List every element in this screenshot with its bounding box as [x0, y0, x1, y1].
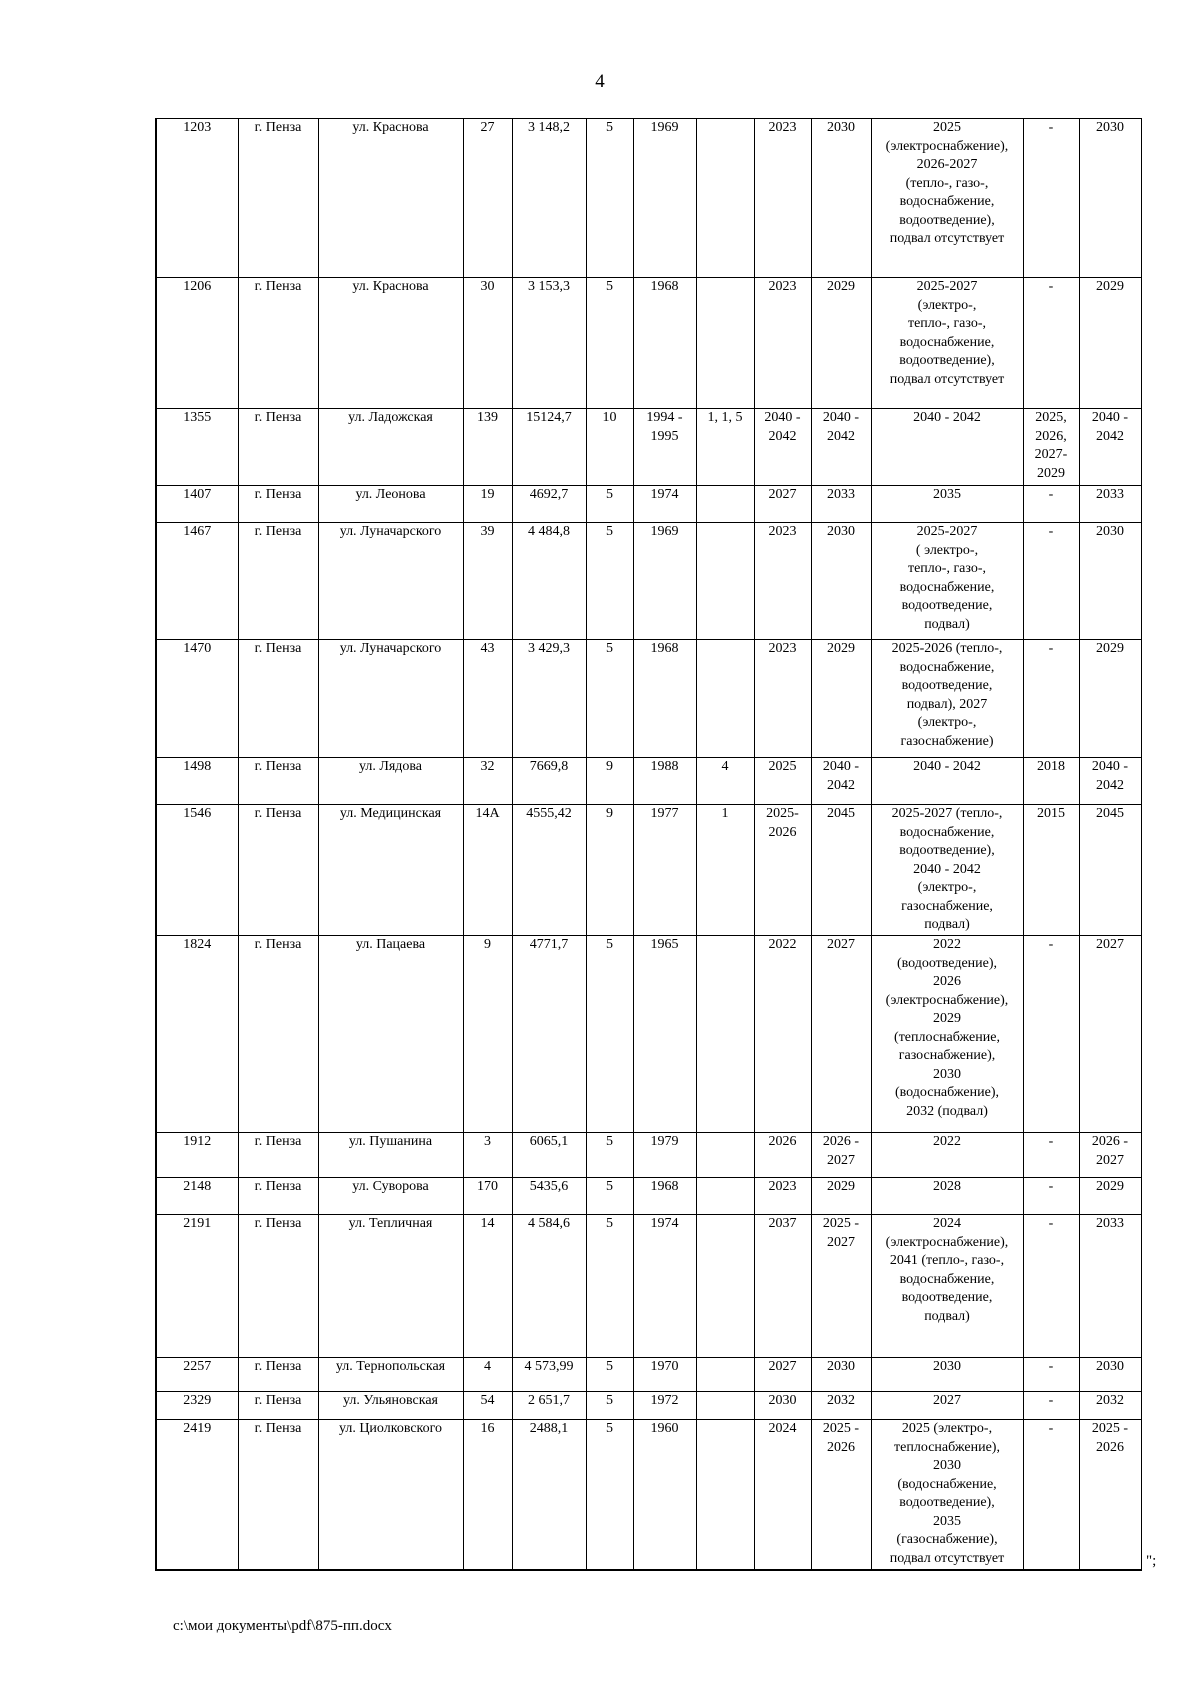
cell-col10: 2027 [811, 936, 871, 1133]
cell-col13: 2033 [1079, 486, 1141, 523]
cell-col10: 2033 [811, 486, 871, 523]
cell-col10: 2025 - 2026 [811, 1420, 871, 1570]
table-row [156, 278, 1141, 409]
cell-floors: 10 [586, 409, 633, 486]
cell-house: 4 [463, 1358, 512, 1392]
cell-house: 3 [463, 1133, 512, 1178]
cell-street: ул. Ладожская [318, 409, 463, 486]
cell-floors: 5 [586, 486, 633, 523]
cell-city: г. Пенза [238, 1420, 318, 1570]
cell-street: ул. Лядова [318, 758, 463, 805]
cell-col13: 2040 - 2042 [1079, 409, 1141, 486]
cell-col9: 2024 [754, 1420, 811, 1570]
table-body [156, 119, 1141, 1570]
cell-col13: 2025 - 2026 [1079, 1420, 1141, 1570]
cell-col10: 2030 [811, 1358, 871, 1392]
file-path: c:\мои документы\pdf\875-пп.docx [173, 1618, 392, 1634]
cell-area: 4771,7 [512, 936, 586, 1133]
cell-house: 14 [463, 1215, 512, 1358]
cell-col8 [696, 640, 754, 758]
cell-year-built: 1969 [633, 119, 696, 278]
cell-floors: 5 [586, 1420, 633, 1570]
cell-id: 1467 [156, 523, 238, 640]
cell-id: 2148 [156, 1178, 238, 1215]
cell-street: ул. Леонова [318, 486, 463, 523]
cell-repair-years: 2022 [871, 1133, 1023, 1178]
cell-col12: - [1023, 936, 1079, 1133]
cell-col10: 2029 [811, 1178, 871, 1215]
cell-street: ул. Тернопольская [318, 1358, 463, 1392]
cell-col9: 2023 [754, 1178, 811, 1215]
cell-city: г. Пенза [238, 1392, 318, 1420]
cell-id: 2191 [156, 1215, 238, 1358]
cell-street: ул. Пацаева [318, 936, 463, 1133]
cell-col13: 2030 [1079, 523, 1141, 640]
cell-street: ул. Медицинская [318, 805, 463, 936]
cell-col8 [696, 1358, 754, 1392]
cell-year-built: 1960 [633, 1420, 696, 1570]
cell-street: ул. Краснова [318, 119, 463, 278]
cell-area: 3 153,3 [512, 278, 586, 409]
cell-street: ул. Луначарского [318, 523, 463, 640]
cell-floors: 5 [586, 1215, 633, 1358]
cell-col12: - [1023, 1133, 1079, 1178]
cell-house: 43 [463, 640, 512, 758]
table-row [156, 1358, 1141, 1392]
cell-floors: 5 [586, 1133, 633, 1178]
cell-repair-years: 2025 (электро-, теплоснабжение), 2030 (водоснабжение, водоотведение), 2035 (газоснабжение), подвал отсутствует [871, 1420, 1023, 1570]
table-row [156, 409, 1141, 486]
cell-id: 1470 [156, 640, 238, 758]
cell-col9: 2040 - 2042 [754, 409, 811, 486]
cell-col12: - [1023, 486, 1079, 523]
cell-city: г. Пенза [238, 805, 318, 936]
cell-col9: 2025- 2026 [754, 805, 811, 936]
cell-house: 32 [463, 758, 512, 805]
cell-area: 7669,8 [512, 758, 586, 805]
cell-city: г. Пенза [238, 278, 318, 409]
cell-col8 [696, 1392, 754, 1420]
table-row [156, 523, 1141, 640]
cell-col10: 2045 [811, 805, 871, 936]
cell-id: 1824 [156, 936, 238, 1133]
cell-city: г. Пенза [238, 409, 318, 486]
cell-id: 1206 [156, 278, 238, 409]
cell-col13: 2026 - 2027 [1079, 1133, 1141, 1178]
cell-col13: 2045 [1079, 805, 1141, 936]
table-row [156, 758, 1141, 805]
cell-city: г. Пенза [238, 119, 318, 278]
cell-year-built: 1970 [633, 1358, 696, 1392]
cell-street: ул. Циолковского [318, 1420, 463, 1570]
cell-col12: - [1023, 640, 1079, 758]
cell-col9: 2025 [754, 758, 811, 805]
cell-col8 [696, 1178, 754, 1215]
cell-col13: 2040 - 2042 [1079, 758, 1141, 805]
cell-col8 [696, 1420, 754, 1570]
cell-col12: 2015 [1023, 805, 1079, 936]
cell-area: 6065,1 [512, 1133, 586, 1178]
cell-col12: - [1023, 1420, 1079, 1570]
cell-area: 3 148,2 [512, 119, 586, 278]
cell-floors: 5 [586, 1358, 633, 1392]
cell-house: 19 [463, 486, 512, 523]
cell-col10: 2026 - 2027 [811, 1133, 871, 1178]
cell-col8 [696, 1215, 754, 1358]
cell-street: ул. Пушанина [318, 1133, 463, 1178]
cell-city: г. Пенза [238, 486, 318, 523]
cell-repair-years: 2025-2027 (тепло-, водоснабжение, водоотведение), 2040 - 2042 (электро-, газоснабжение, подвал) [871, 805, 1023, 936]
table-row [156, 1178, 1141, 1215]
cell-house: 9 [463, 936, 512, 1133]
cell-col10: 2040 - 2042 [811, 409, 871, 486]
cell-repair-years: 2030 [871, 1358, 1023, 1392]
cell-col13: 2029 [1079, 1178, 1141, 1215]
cell-street: ул. Луначарского [318, 640, 463, 758]
cell-floors: 5 [586, 119, 633, 278]
cell-col9: 2027 [754, 486, 811, 523]
cell-area: 2488,1 [512, 1420, 586, 1570]
cell-id: 1203 [156, 119, 238, 278]
table-row [156, 640, 1141, 758]
table-row [156, 1133, 1141, 1178]
cell-house: 54 [463, 1392, 512, 1420]
cell-floors: 5 [586, 1392, 633, 1420]
cell-col9: 2022 [754, 936, 811, 1133]
cell-col8: 4 [696, 758, 754, 805]
cell-year-built: 1968 [633, 640, 696, 758]
cell-area: 4555,42 [512, 805, 586, 936]
table-row [156, 1420, 1141, 1570]
table-row [156, 1392, 1141, 1420]
cell-col10: 2032 [811, 1392, 871, 1420]
cell-repair-years: 2022 (водоотведение), 2026 (электроснабжение), 2029 (теплоснабжение, газоснабжение), 2030 (водоснабжение), 2032 (подвал) [871, 936, 1023, 1133]
cell-col8: 1, 1, 5 [696, 409, 754, 486]
cell-col13: 2029 [1079, 278, 1141, 409]
cell-area: 4 584,6 [512, 1215, 586, 1358]
cell-col9: 2027 [754, 1358, 811, 1392]
cell-house: 27 [463, 119, 512, 278]
cell-col10: 2025 - 2027 [811, 1215, 871, 1358]
cell-col9: 2026 [754, 1133, 811, 1178]
cell-year-built: 1979 [633, 1133, 696, 1178]
cell-col13: 2033 [1079, 1215, 1141, 1358]
cell-year-built: 1968 [633, 278, 696, 409]
cell-col12: - [1023, 1358, 1079, 1392]
cell-repair-years: 2025 (электроснабжение), 2026-2027 (тепло-, газо-, водоснабжение, водоотведение), подвал отсутствует [871, 119, 1023, 278]
cell-street: ул. Ульяновская [318, 1392, 463, 1420]
cell-city: г. Пенза [238, 1358, 318, 1392]
cell-col9: 2023 [754, 640, 811, 758]
cell-city: г. Пенза [238, 640, 318, 758]
cell-year-built: 1988 [633, 758, 696, 805]
cell-year-built: 1969 [633, 523, 696, 640]
page-number: 4 [595, 71, 605, 92]
cell-floors: 5 [586, 936, 633, 1133]
cell-repair-years: 2025-2027 ( электро-, тепло-, газо-, водоснабжение, водоотведение, подвал) [871, 523, 1023, 640]
cell-col12: - [1023, 1178, 1079, 1215]
cell-year-built: 1977 [633, 805, 696, 936]
cell-street: ул. Тепличная [318, 1215, 463, 1358]
cell-col12: 2025, 2026, 2027- 2029 [1023, 409, 1079, 486]
cell-id: 2419 [156, 1420, 238, 1570]
cell-area: 4 573,99 [512, 1358, 586, 1392]
cell-area: 3 429,3 [512, 640, 586, 758]
cell-house: 30 [463, 278, 512, 409]
cell-repair-years: 2027 [871, 1392, 1023, 1420]
cell-id: 2329 [156, 1392, 238, 1420]
cell-col9: 2023 [754, 119, 811, 278]
cell-year-built: 1968 [633, 1178, 696, 1215]
cell-house: 170 [463, 1178, 512, 1215]
cell-year-built: 1965 [633, 936, 696, 1133]
registry-table [155, 118, 1142, 1571]
cell-col10: 2029 [811, 640, 871, 758]
cell-id: 1498 [156, 758, 238, 805]
cell-col10: 2040 - 2042 [811, 758, 871, 805]
closing-quote: "; [1146, 1553, 1157, 1569]
cell-col9: 2037 [754, 1215, 811, 1358]
cell-col12: - [1023, 278, 1079, 409]
cell-area: 15124,7 [512, 409, 586, 486]
cell-repair-years: 2035 [871, 486, 1023, 523]
cell-col12: 2018 [1023, 758, 1079, 805]
cell-col12: - [1023, 1215, 1079, 1358]
cell-city: г. Пенза [238, 1178, 318, 1215]
cell-street: ул. Суворова [318, 1178, 463, 1215]
cell-house: 14А [463, 805, 512, 936]
cell-col13: 2027 [1079, 936, 1141, 1133]
cell-col8 [696, 1133, 754, 1178]
cell-area: 5435,6 [512, 1178, 586, 1215]
cell-col13: 2029 [1079, 640, 1141, 758]
cell-col12: - [1023, 523, 1079, 640]
cell-col9: 2023 [754, 523, 811, 640]
cell-house: 39 [463, 523, 512, 640]
cell-col8 [696, 936, 754, 1133]
cell-city: г. Пенза [238, 936, 318, 1133]
cell-id: 1546 [156, 805, 238, 936]
cell-col8 [696, 486, 754, 523]
cell-col13: 2030 [1079, 1358, 1141, 1392]
cell-id: 1407 [156, 486, 238, 523]
cell-id: 1355 [156, 409, 238, 486]
cell-col9: 2023 [754, 278, 811, 409]
cell-col8 [696, 119, 754, 278]
cell-year-built: 1994 - 1995 [633, 409, 696, 486]
cell-floors: 5 [586, 278, 633, 409]
cell-id: 2257 [156, 1358, 238, 1392]
cell-repair-years: 2040 - 2042 [871, 758, 1023, 805]
table-row [156, 486, 1141, 523]
cell-col10: 2030 [811, 523, 871, 640]
cell-house: 16 [463, 1420, 512, 1570]
cell-city: г. Пенза [238, 1215, 318, 1358]
cell-col8 [696, 278, 754, 409]
cell-floors: 9 [586, 805, 633, 936]
cell-col10: 2029 [811, 278, 871, 409]
table-row [156, 805, 1141, 936]
table-row [156, 119, 1141, 278]
table-row [156, 1215, 1141, 1358]
cell-repair-years: 2028 [871, 1178, 1023, 1215]
cell-col8 [696, 523, 754, 640]
cell-floors: 9 [586, 758, 633, 805]
cell-col10: 2030 [811, 119, 871, 278]
cell-area: 4692,7 [512, 486, 586, 523]
cell-city: г. Пенза [238, 523, 318, 640]
table-row [156, 936, 1141, 1133]
cell-col13: 2032 [1079, 1392, 1141, 1420]
cell-repair-years: 2040 - 2042 [871, 409, 1023, 486]
cell-floors: 5 [586, 523, 633, 640]
cell-col8: 1 [696, 805, 754, 936]
cell-year-built: 1974 [633, 1215, 696, 1358]
cell-floors: 5 [586, 1178, 633, 1215]
cell-id: 1912 [156, 1133, 238, 1178]
cell-col12: - [1023, 1392, 1079, 1420]
cell-floors: 5 [586, 640, 633, 758]
cell-city: г. Пенза [238, 1133, 318, 1178]
cell-repair-years: 2024 (электроснабжение), 2041 (тепло-, газо-, водоснабжение, водоотведение, подвал) [871, 1215, 1023, 1358]
cell-col13: 2030 [1079, 119, 1141, 278]
cell-city: г. Пенза [238, 758, 318, 805]
cell-repair-years: 2025-2027 (электро-, тепло-, газо-, водоснабжение, водоотведение), подвал отсутствует [871, 278, 1023, 409]
cell-repair-years: 2025-2026 (тепло-, водоснабжение, водоотведение, подвал), 2027 (электро-, газоснабжение) [871, 640, 1023, 758]
cell-col12: - [1023, 119, 1079, 278]
cell-area: 4 484,8 [512, 523, 586, 640]
cell-house: 139 [463, 409, 512, 486]
cell-year-built: 1974 [633, 486, 696, 523]
cell-col9: 2030 [754, 1392, 811, 1420]
cell-year-built: 1972 [633, 1392, 696, 1420]
cell-street: ул. Краснова [318, 278, 463, 409]
cell-area: 2 651,7 [512, 1392, 586, 1420]
